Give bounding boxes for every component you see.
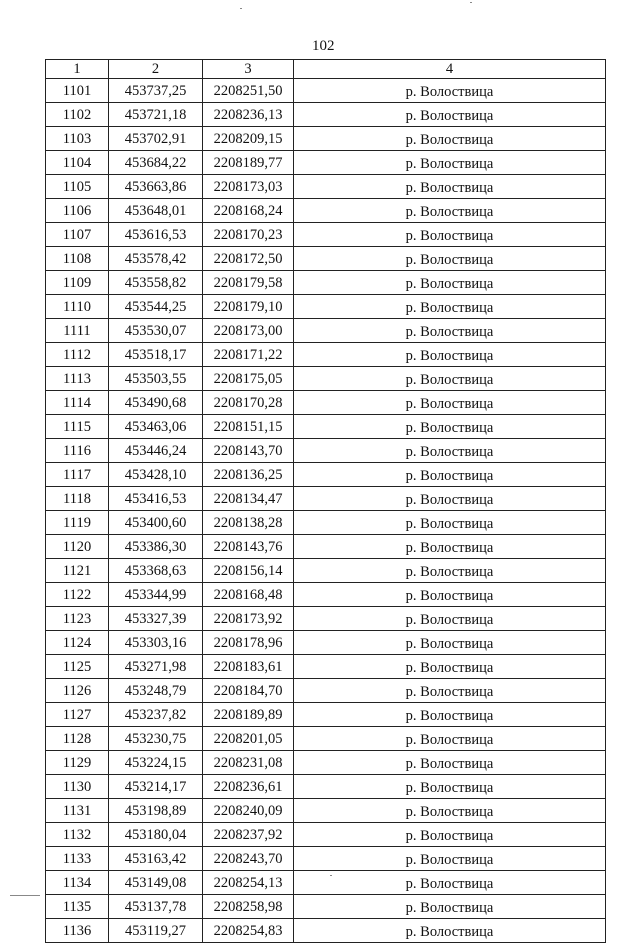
table-row [46, 871, 606, 895]
coord-x-cell: 453463,06 [109, 415, 203, 439]
coord-x-cell: 453224,15 [109, 751, 203, 775]
table-row [46, 391, 606, 415]
point-number-cell: 1102 [46, 103, 109, 127]
coord-y-cell: 2208184,70 [203, 679, 294, 703]
point-number-cell: 1106 [46, 199, 109, 223]
coord-x-cell: 453663,86 [109, 175, 203, 199]
object-name-cell: р. Волоствица [294, 439, 606, 463]
coord-x-cell: 453327,39 [109, 607, 203, 631]
coord-y-cell: 2208170,23 [203, 223, 294, 247]
coord-x-cell: 453578,42 [109, 247, 203, 271]
object-name-cell: р. Волоствица [294, 631, 606, 655]
coord-y-cell: 2208209,15 [203, 127, 294, 151]
scan-speck [330, 875, 332, 876]
coord-x-cell: 453303,16 [109, 631, 203, 655]
coord-x-cell: 453137,78 [109, 895, 203, 919]
coord-x-cell: 453230,75 [109, 727, 203, 751]
table-row [46, 679, 606, 703]
object-name-cell: р. Волоствица [294, 871, 606, 895]
object-name-cell: р. Волоствица [294, 847, 606, 871]
object-name-cell: р. Волоствица [294, 103, 606, 127]
point-number-cell: 1110 [46, 295, 109, 319]
table-row [46, 199, 606, 223]
table-row [46, 103, 606, 127]
table-row [46, 463, 606, 487]
object-name-cell: р. Волоствица [294, 511, 606, 535]
point-number-cell: 1104 [46, 151, 109, 175]
coord-x-cell: 453428,10 [109, 463, 203, 487]
coord-x-cell: 453198,89 [109, 799, 203, 823]
table-row [46, 895, 606, 919]
object-name-cell: р. Волоствица [294, 823, 606, 847]
coord-y-cell: 2208173,03 [203, 175, 294, 199]
object-name-cell: р. Волоствица [294, 271, 606, 295]
coord-x-cell: 453237,82 [109, 703, 203, 727]
coord-y-cell: 2208243,70 [203, 847, 294, 871]
table-row [46, 415, 606, 439]
coord-x-cell: 453544,25 [109, 295, 203, 319]
point-number-cell: 1107 [46, 223, 109, 247]
coord-y-cell: 2208168,24 [203, 199, 294, 223]
object-name-cell: р. Волоствица [294, 199, 606, 223]
coord-x-cell: 453446,24 [109, 439, 203, 463]
table-row [46, 439, 606, 463]
coord-y-cell: 2208172,50 [203, 247, 294, 271]
point-number-cell: 1109 [46, 271, 109, 295]
object-name-cell: р. Волоствица [294, 799, 606, 823]
point-number-cell: 1103 [46, 127, 109, 151]
coord-x-cell: 453558,82 [109, 271, 203, 295]
point-number-cell: 1122 [46, 583, 109, 607]
header-col-4: 4 [294, 60, 606, 79]
point-number-cell: 1113 [46, 367, 109, 391]
scan-speck [240, 8, 242, 9]
coord-x-cell: 453648,01 [109, 199, 203, 223]
coord-y-cell: 2208189,89 [203, 703, 294, 727]
coord-y-cell: 2208254,83 [203, 919, 294, 943]
point-number-cell: 1135 [46, 895, 109, 919]
table-row [46, 775, 606, 799]
point-number-cell: 1114 [46, 391, 109, 415]
object-name-cell: р. Волоствица [294, 751, 606, 775]
table-row [46, 631, 606, 655]
object-name-cell: р. Волоствица [294, 607, 606, 631]
coord-y-cell: 2208168,48 [203, 583, 294, 607]
header-col-2: 2 [109, 60, 203, 79]
object-name-cell: р. Волоствица [294, 391, 606, 415]
coord-x-cell: 453721,18 [109, 103, 203, 127]
point-number-cell: 1101 [46, 79, 109, 103]
point-number-cell: 1118 [46, 487, 109, 511]
coord-y-cell: 2208231,08 [203, 751, 294, 775]
point-number-cell: 1126 [46, 679, 109, 703]
coord-x-cell: 453271,98 [109, 655, 203, 679]
coord-y-cell: 2208240,09 [203, 799, 294, 823]
table-row [46, 655, 606, 679]
point-number-cell: 1133 [46, 847, 109, 871]
coord-x-cell: 453119,27 [109, 919, 203, 943]
table-row [46, 367, 606, 391]
object-name-cell: р. Волоствица [294, 367, 606, 391]
point-number-cell: 1129 [46, 751, 109, 775]
table-body [46, 79, 606, 943]
point-number-cell: 1130 [46, 775, 109, 799]
coord-x-cell: 453737,25 [109, 79, 203, 103]
table-row [46, 487, 606, 511]
coord-y-cell: 2208258,98 [203, 895, 294, 919]
object-name-cell: р. Волоствица [294, 583, 606, 607]
object-name-cell: р. Волоствица [294, 655, 606, 679]
object-name-cell: р. Волоствица [294, 703, 606, 727]
object-name-cell: р. Волоствица [294, 223, 606, 247]
point-number-cell: 1120 [46, 535, 109, 559]
table-row [46, 79, 606, 103]
object-name-cell: р. Волоствица [294, 127, 606, 151]
object-name-cell: р. Волоствица [294, 415, 606, 439]
point-number-cell: 1105 [46, 175, 109, 199]
point-number-cell: 1127 [46, 703, 109, 727]
table-row [46, 151, 606, 175]
header-row [46, 60, 606, 79]
coord-y-cell: 2208179,10 [203, 295, 294, 319]
coordinates-table [45, 59, 606, 943]
coord-x-cell: 453214,17 [109, 775, 203, 799]
coord-y-cell: 2208175,05 [203, 367, 294, 391]
table-row [46, 799, 606, 823]
point-number-cell: 1123 [46, 607, 109, 631]
table-row [46, 343, 606, 367]
page-number: 102 [312, 38, 335, 54]
coord-y-cell: 2208201,05 [203, 727, 294, 751]
table-row [46, 727, 606, 751]
coord-y-cell: 2208236,13 [203, 103, 294, 127]
object-name-cell: р. Волоствица [294, 895, 606, 919]
table-row [46, 535, 606, 559]
coord-y-cell: 2208236,61 [203, 775, 294, 799]
point-number-cell: 1131 [46, 799, 109, 823]
object-name-cell: р. Волоствица [294, 295, 606, 319]
table-row [46, 175, 606, 199]
object-name-cell: р. Волоствица [294, 487, 606, 511]
coord-y-cell: 2208138,28 [203, 511, 294, 535]
coord-x-cell: 453518,17 [109, 343, 203, 367]
point-number-cell: 1112 [46, 343, 109, 367]
coord-y-cell: 2208151,15 [203, 415, 294, 439]
coord-x-cell: 453530,07 [109, 319, 203, 343]
object-name-cell: р. Волоствица [294, 463, 606, 487]
object-name-cell: р. Волоствица [294, 919, 606, 943]
coord-y-cell: 2208189,77 [203, 151, 294, 175]
point-number-cell: 1132 [46, 823, 109, 847]
scan-speck [470, 2, 472, 3]
point-number-cell: 1115 [46, 415, 109, 439]
table-row [46, 703, 606, 727]
object-name-cell: р. Волоствица [294, 535, 606, 559]
coord-x-cell: 453180,04 [109, 823, 203, 847]
coord-y-cell: 2208251,50 [203, 79, 294, 103]
coord-x-cell: 453248,79 [109, 679, 203, 703]
table-row [46, 295, 606, 319]
point-number-cell: 1116 [46, 439, 109, 463]
coord-x-cell: 453344,99 [109, 583, 203, 607]
coord-y-cell: 2208254,13 [203, 871, 294, 895]
coord-y-cell: 2208173,00 [203, 319, 294, 343]
object-name-cell: р. Волоствица [294, 727, 606, 751]
coord-y-cell: 2208183,61 [203, 655, 294, 679]
table-row [46, 127, 606, 151]
coord-x-cell: 453149,08 [109, 871, 203, 895]
table-row [46, 559, 606, 583]
coord-y-cell: 2208179,58 [203, 271, 294, 295]
coord-x-cell: 453616,53 [109, 223, 203, 247]
coord-x-cell: 453400,60 [109, 511, 203, 535]
table-row [46, 847, 606, 871]
point-number-cell: 1108 [46, 247, 109, 271]
object-name-cell: р. Волоствица [294, 175, 606, 199]
point-number-cell: 1117 [46, 463, 109, 487]
point-number-cell: 1124 [46, 631, 109, 655]
coord-y-cell: 2208143,70 [203, 439, 294, 463]
coord-y-cell: 2208136,25 [203, 463, 294, 487]
point-number-cell: 1134 [46, 871, 109, 895]
table-row [46, 511, 606, 535]
object-name-cell: р. Волоствица [294, 559, 606, 583]
coord-x-cell: 453684,22 [109, 151, 203, 175]
table-row [46, 247, 606, 271]
coord-x-cell: 453416,53 [109, 487, 203, 511]
point-number-cell: 1128 [46, 727, 109, 751]
point-number-cell: 1121 [46, 559, 109, 583]
object-name-cell: р. Волоствица [294, 247, 606, 271]
coord-y-cell: 2208178,96 [203, 631, 294, 655]
coord-y-cell: 2208170,28 [203, 391, 294, 415]
table-row [46, 751, 606, 775]
table-row [46, 583, 606, 607]
table-row [46, 223, 606, 247]
table-header [46, 60, 606, 79]
table-row [46, 919, 606, 943]
object-name-cell: р. Волоствица [294, 151, 606, 175]
object-name-cell: р. Волоствица [294, 343, 606, 367]
object-name-cell: р. Волоствица [294, 319, 606, 343]
table-row [46, 271, 606, 295]
coord-x-cell: 453490,68 [109, 391, 203, 415]
coord-x-cell: 453368,63 [109, 559, 203, 583]
scan-speck [10, 895, 40, 896]
coord-x-cell: 453702,91 [109, 127, 203, 151]
point-number-cell: 1136 [46, 919, 109, 943]
header-col-3: 3 [203, 60, 294, 79]
table-row [46, 823, 606, 847]
coord-y-cell: 2208237,92 [203, 823, 294, 847]
point-number-cell: 1119 [46, 511, 109, 535]
coord-x-cell: 453163,42 [109, 847, 203, 871]
header-col-1: 1 [46, 60, 109, 79]
table-row [46, 319, 606, 343]
object-name-cell: р. Волоствица [294, 679, 606, 703]
coord-x-cell: 453503,55 [109, 367, 203, 391]
coord-y-cell: 2208156,14 [203, 559, 294, 583]
object-name-cell: р. Волоствица [294, 775, 606, 799]
coord-y-cell: 2208134,47 [203, 487, 294, 511]
coord-x-cell: 453386,30 [109, 535, 203, 559]
object-name-cell: р. Волоствица [294, 79, 606, 103]
coord-y-cell: 2208171,22 [203, 343, 294, 367]
point-number-cell: 1111 [46, 319, 109, 343]
table-row [46, 607, 606, 631]
coord-y-cell: 2208173,92 [203, 607, 294, 631]
coord-y-cell: 2208143,76 [203, 535, 294, 559]
point-number-cell: 1125 [46, 655, 109, 679]
